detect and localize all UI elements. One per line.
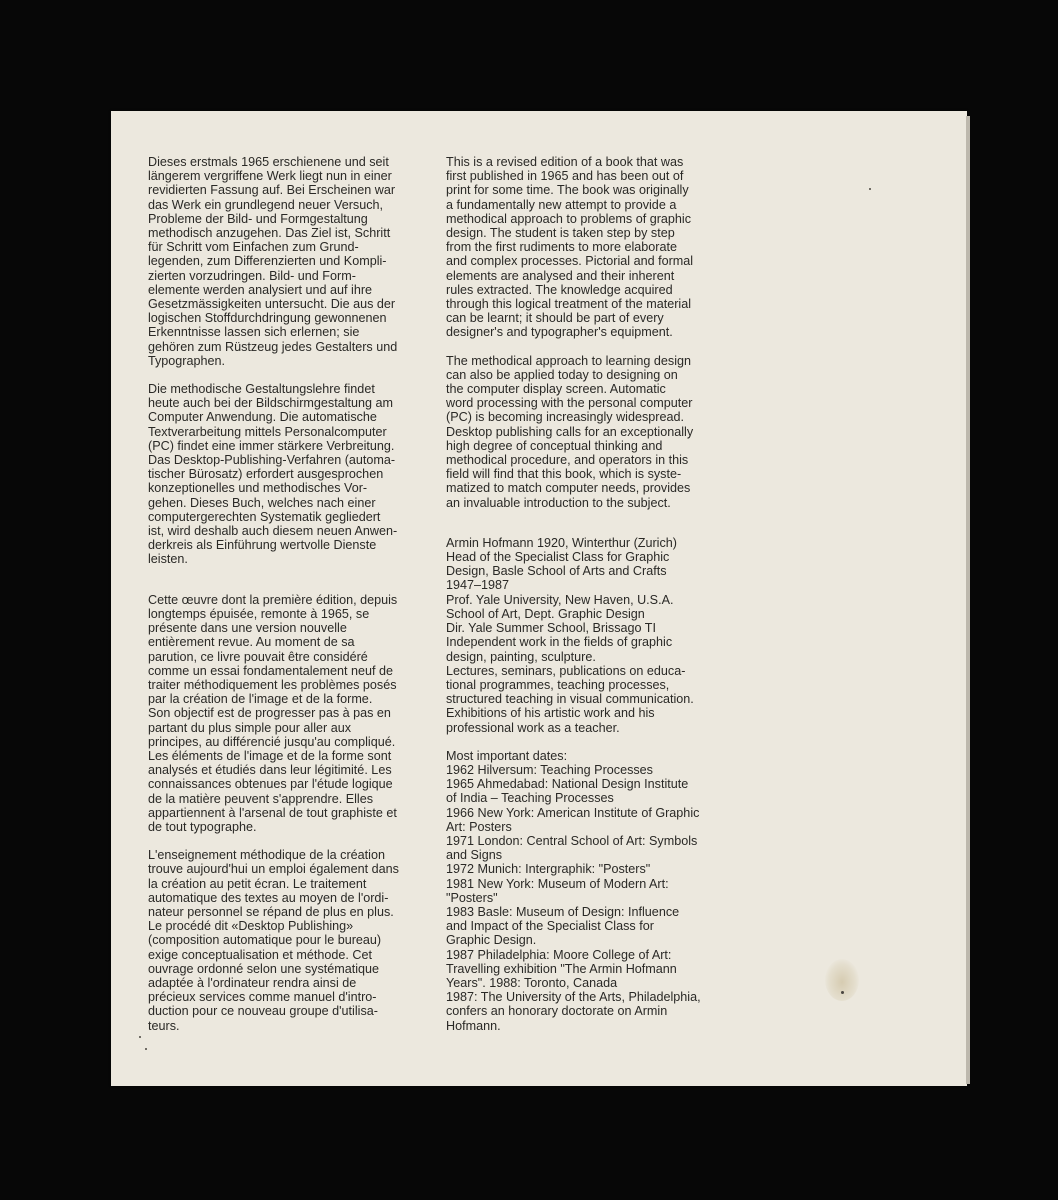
paper-speck	[869, 188, 871, 190]
paper-speck	[139, 1036, 141, 1038]
biography: Armin Hofmann 1920, Winterthur (Zurich) Head of the Specialist Class for Graphic Design, Basle School of Arts and Crafts 1947–1987 Prof. Yale University, New Haven, U.S.A. School of Art, Dept. Graphic Design Dir. Yale Summer School, Brissago TI Independent work in the fields of graphic design, painting, sculpture. Lectures, seminars, publications on educa- tional programmes, teaching processes, structured teaching in visual communication. Exhibitions of his artistic work and his professional work as a teacher.	[446, 535, 694, 735]
paper-speck	[145, 1048, 147, 1050]
english-paragraph-1: This is a revised edition of a book that was first published in 1965 and has been out of print for some time. The book was originally a fundamentally new attempt to provide a methodical approach to problems of graphic design. The student is taken step by step from the first rudiments to more elaborate and complex processes. Pictorial and formal elements are analysed and their inherent rules extracted. The knowledge acquired through this logical treatment of the material can be learnt; it should be part of every designer's and typographer's equipment.	[446, 155, 694, 340]
french-paragraph-1: Cette œuvre dont la première édition, depuis longtemps épuisée, remonte à 1965, se présente dans une version nouvelle entièrement revue. Au moment de sa parution, ce livre pouvait être considéré comme un essai fondamentalement neuf de traiter méthodiquement les problèmes posés par la création de l'image et de la forme. Son objectif est de progresser pas à pas en partant du plus simple pour aller aux principes, au différencié jusqu'au compliqué. Les éléments de l'image et de la forme sont analysés et étudiés dans leur légitimité. Les connaissances obtenues par l'étude logique de la matière peuvent s'apprendre. Elles appartiennent à l'arsenal de tout graphiste et de tout typographe.	[148, 592, 398, 834]
english-paragraph-2: The methodical approach to learning design can also be applied today to designing on the computer display screen. Automatic word processing with the personal computer (PC) is becoming increasingly widespread. Desktop publishing calls for an exceptionally high degree of conceptual thinking and methodical procedure, and operators in this field will find that this book, which is syste- matized to match computer needs, provides an invaluable introduction to the subject.	[446, 353, 694, 510]
paper-speck	[841, 991, 844, 994]
page-edge	[966, 116, 970, 1084]
german-paragraph-2: Die methodische Gestaltungslehre findet heute auch bei der Bildschirmgestaltung am Computer Anwendung. Die automatische Textverarbeitung mittels Personalcomputer (PC) findet eine immer stärkere Verbreitung. Das Desktop-Publishing-Verfahren (automa- tischer Bürosatz) erfordert ausgesprochen konzeptionelles und methodisches Vor- gehen. Dieses Buch, welches nach einer computergerechten Systematik gegliedert ist, wird deshalb auch diesem neuen Anwen- derkreis als Einführung wertvolle Dienste leisten.	[148, 382, 398, 567]
paper-stain	[825, 959, 859, 1001]
important-dates: Most important dates: 1962 Hilversum: Teaching Processes 1965 Ahmedabad: National Design Institute of India – Teaching Processes 1966 New York: American Institute of Graphic Art: Posters 1971 London: Central School of Art: Symbols and Signs 1972 Munich: Intergraphik: "Posters" 1981 New York: Museum of Modern Art: "Posters" 1983 Basle: Museum of Design: Influence and Impact of the Specialist Class for Graphic Design. 1987 Philadelphia: Moore College of Art: Travelling exhibition "The Armin Hofmann Years". 1988: Toronto, Canada 1987: The University of the Arts, Philadelphia, confers an honorary doctorate on Armin Hofmann.	[446, 748, 701, 1033]
book-page	[111, 111, 967, 1086]
left-column	[148, 155, 423, 1033]
german-paragraph-1: Dieses erstmals 1965 erschienene und seit längerem vergriffene Werk liegt nun in einer revidierten Fassung auf. Bei Erscheinen war das Werk ein grundlegend neuer Versuch, Probleme der Bild- und Formgestaltung methodisch anzugehen. Das Ziel ist, Schritt für Schritt vom Einfachen zum Grund- legenden, zum Differenzierten und Kompli- zierten vorzudringen. Bild- und Form- elemente werden analysiert und auf ihre Gesetzmässigkeiten untersucht. Die aus der logischen Stoffdurchdringung gewonnenen Erkenntnisse lassen sich erlernen; sie gehören zum Rüstzeug jedes Gestalters und Typographen.	[148, 155, 398, 368]
french-paragraph-2: L'enseignement méthodique de la création trouve aujourd'hui un emploi également dans la création au petit écran. Le traitement automatique des textes au moyen de l'ordi- nateur personnel se répand de plus en plus. Le procédé dit «Desktop Publishing» (composition automatique pour le bureau) exige conceptualisation et méthode. Cet ouvrage ordonné selon une systématique adaptée à l'ordinateur rendra ainsi de précieux services comme manuel d'intro- duction pour ce nouveau groupe d'utilisa- teurs.	[148, 848, 399, 1033]
right-column	[446, 155, 726, 1033]
